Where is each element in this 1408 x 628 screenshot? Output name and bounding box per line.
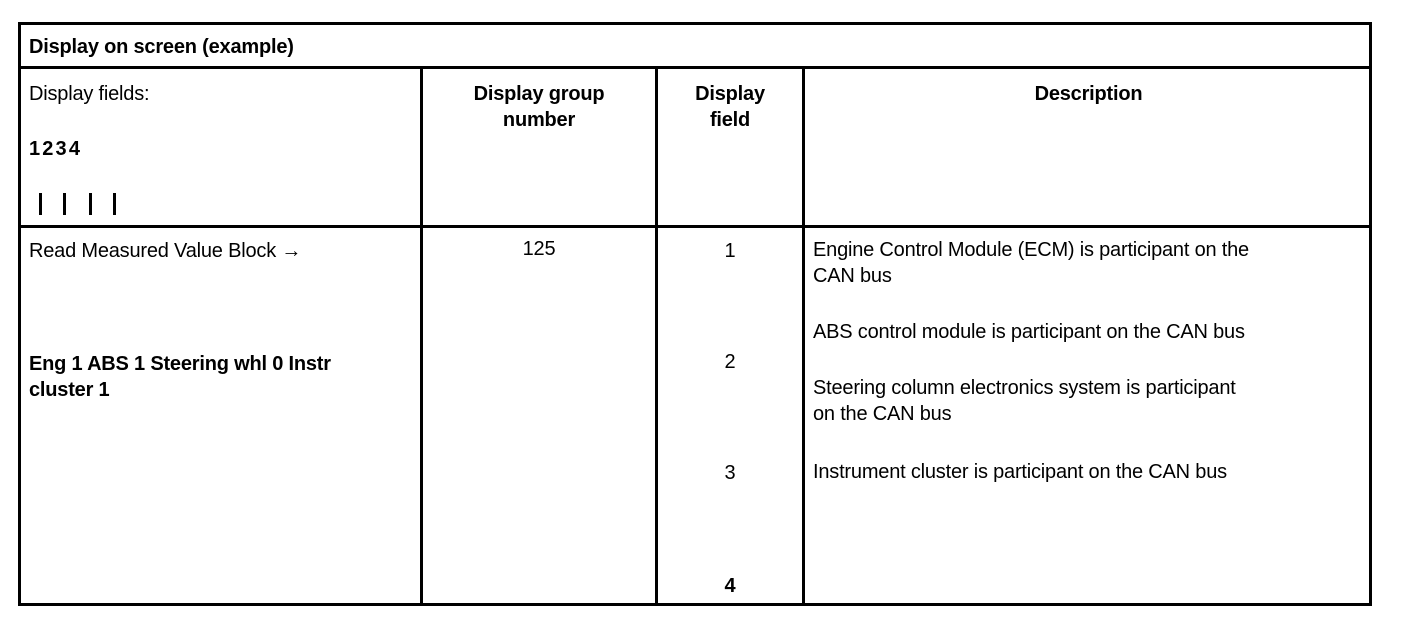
header-display-group-line1: Display group bbox=[473, 83, 605, 105]
display-fields-label: Display fields: bbox=[29, 83, 150, 105]
arrow-right-icon: → bbox=[281, 240, 302, 262]
field-tick-2 bbox=[63, 193, 66, 215]
field-tick-4 bbox=[113, 193, 116, 215]
display-group-number-value: 125 bbox=[522, 238, 556, 260]
read-measured-value-block-label bbox=[29, 238, 301, 264]
description-cell bbox=[813, 237, 1249, 289]
description-line: Engine Control Module (ECM) is participant on the bbox=[813, 239, 1249, 261]
header-body-divider bbox=[21, 225, 1369, 228]
header-description: Description bbox=[1034, 83, 1143, 105]
read-block-text: Read Measured Value Block bbox=[29, 240, 276, 262]
display-example-line1: Eng 1 ABS 1 Steering whl 0 Instr bbox=[29, 353, 331, 375]
description-line: Steering column electronics system is participant bbox=[813, 377, 1236, 399]
display-field-value: 4 bbox=[724, 575, 736, 597]
table-title: Display on screen (example) bbox=[29, 36, 294, 58]
header-display-field-line1: Display bbox=[695, 83, 765, 105]
description-line: on the CAN bus bbox=[813, 403, 952, 425]
description-cell bbox=[813, 319, 1245, 345]
description-cell bbox=[813, 459, 1227, 485]
display-field-value: 3 bbox=[724, 462, 736, 484]
description-line: CAN bus bbox=[813, 265, 892, 287]
field-tick-1 bbox=[39, 193, 42, 215]
column-divider-1 bbox=[420, 69, 423, 606]
display-example-line2: cluster 1 bbox=[29, 379, 110, 401]
column-divider-3 bbox=[802, 69, 805, 606]
display-field-value: 1 bbox=[724, 240, 736, 262]
header-display-field-line2: field bbox=[709, 109, 751, 131]
table-title-row bbox=[21, 25, 1369, 69]
field-tick-3 bbox=[89, 193, 92, 215]
header-display-group-number bbox=[423, 81, 655, 133]
description-cell bbox=[813, 375, 1236, 427]
description-line: ABS control module is participant on the CAN bus bbox=[813, 321, 1245, 343]
header-display-field bbox=[658, 81, 802, 133]
header-display-group-line2: number bbox=[502, 109, 576, 131]
description-line: Instrument cluster is participant on the CAN bus bbox=[813, 461, 1227, 483]
display-field-value: 2 bbox=[724, 351, 736, 373]
measured-value-table bbox=[18, 22, 1372, 606]
display-fields-numbers: 1 2 3 4 bbox=[29, 138, 80, 160]
column-divider-2 bbox=[655, 69, 658, 606]
display-example-text bbox=[29, 351, 331, 403]
